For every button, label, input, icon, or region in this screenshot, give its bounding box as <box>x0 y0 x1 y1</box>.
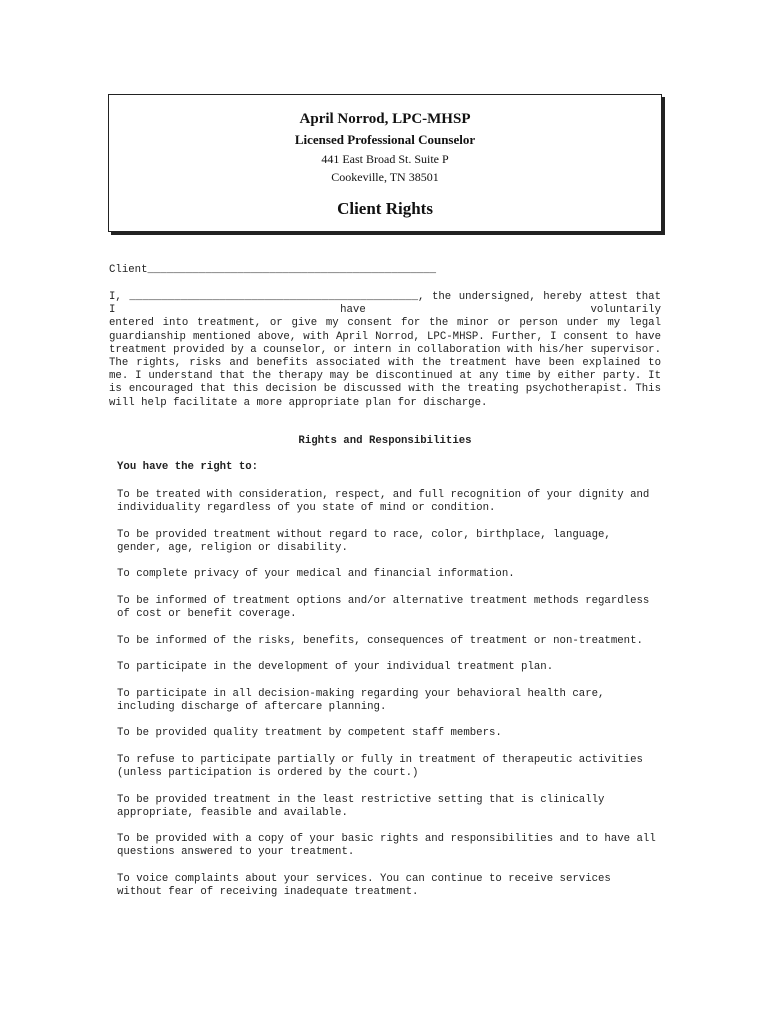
rights-item: To be informed of the risks, benefits, consequences of treatment or non-treatment. <box>117 634 643 647</box>
rights-heading: Rights and Responsibilities <box>298 435 472 447</box>
rights-list <box>117 489 662 913</box>
rights-item: To be provided with a copy of your basic rights and responsibilities and to have all questions answered to your treatment. <box>117 833 656 859</box>
client-blank: _____________________________________________ <box>147 264 437 276</box>
letterhead-box <box>108 94 662 232</box>
document-title: Client Rights <box>337 199 433 218</box>
consent-first-line-rest: , the undersigned, hereby attest that I have voluntarily <box>109 291 661 317</box>
rights-item: To be provided treatment in the least restrictive setting that is clinically appropriate, feasible and available. <box>117 793 605 819</box>
address-line-1: 441 East Broad St. Suite P <box>321 152 449 166</box>
rights-item: To complete privacy of your medical and financial information. <box>117 568 515 581</box>
rights-item: To be provided treatment without regard to race, color, birthplace, language, gender, age, religion or disability. <box>117 528 611 554</box>
consent-prefix: I, <box>109 291 130 303</box>
client-label: Client <box>109 264 148 276</box>
rights-item: To participate in the development of your individual treatment plan. <box>117 661 554 674</box>
provider-name: April Norrod, LPC-MHSP <box>299 111 471 127</box>
consent-name-blank[interactable]: _____________________________________________ <box>129 291 419 303</box>
provider-title: Licensed Professional Counselor <box>294 132 476 147</box>
consent-body: entered into treatment, or give my consent for the minor or person under my legal guardianship mentioned above, with April Norrod, LPC-MHSP. Further, I consent to have treatment provided by a counselor, or intern in collaboration with his/her supervisor. The rights, risks and benefits associated with the treatment have been explained to me. I understand that the therapy may be discontinued at any time by either party. It is encouraged that this decision be discussed with the treating psychotherapist. This will help facilitate a more appropriate plan for discharge. <box>109 317 661 409</box>
rights-item: To refuse to participate partially or fully in treatment of therapeutic activities (unless participation is ordered by the court.) <box>117 753 643 780</box>
consent-paragraph <box>109 291 661 410</box>
rights-item: To be informed of treatment options and/or alternative treatment methods regardless of cost or benefit coverage. <box>117 594 650 621</box>
rights-intro: You have the right to: <box>117 461 259 473</box>
rights-item: To be provided quality treatment by competent staff members. <box>117 727 502 740</box>
address-line-2: Cookeville, TN 38501 <box>331 170 439 184</box>
rights-item: To participate in all decision-making regarding your behavioral health care, including discharge of aftercare planning. <box>117 687 605 713</box>
rights-item: To voice complaints about your services. You can continue to receive services without fear of receiving inadequate treatment. <box>117 872 611 899</box>
consent-first-line <box>109 291 661 317</box>
rights-item: To be treated with consideration, respect, and full recognition of your dignity and individuality regardless of you state of mind or condition. <box>117 489 650 515</box>
client-name-field[interactable] <box>109 264 436 277</box>
